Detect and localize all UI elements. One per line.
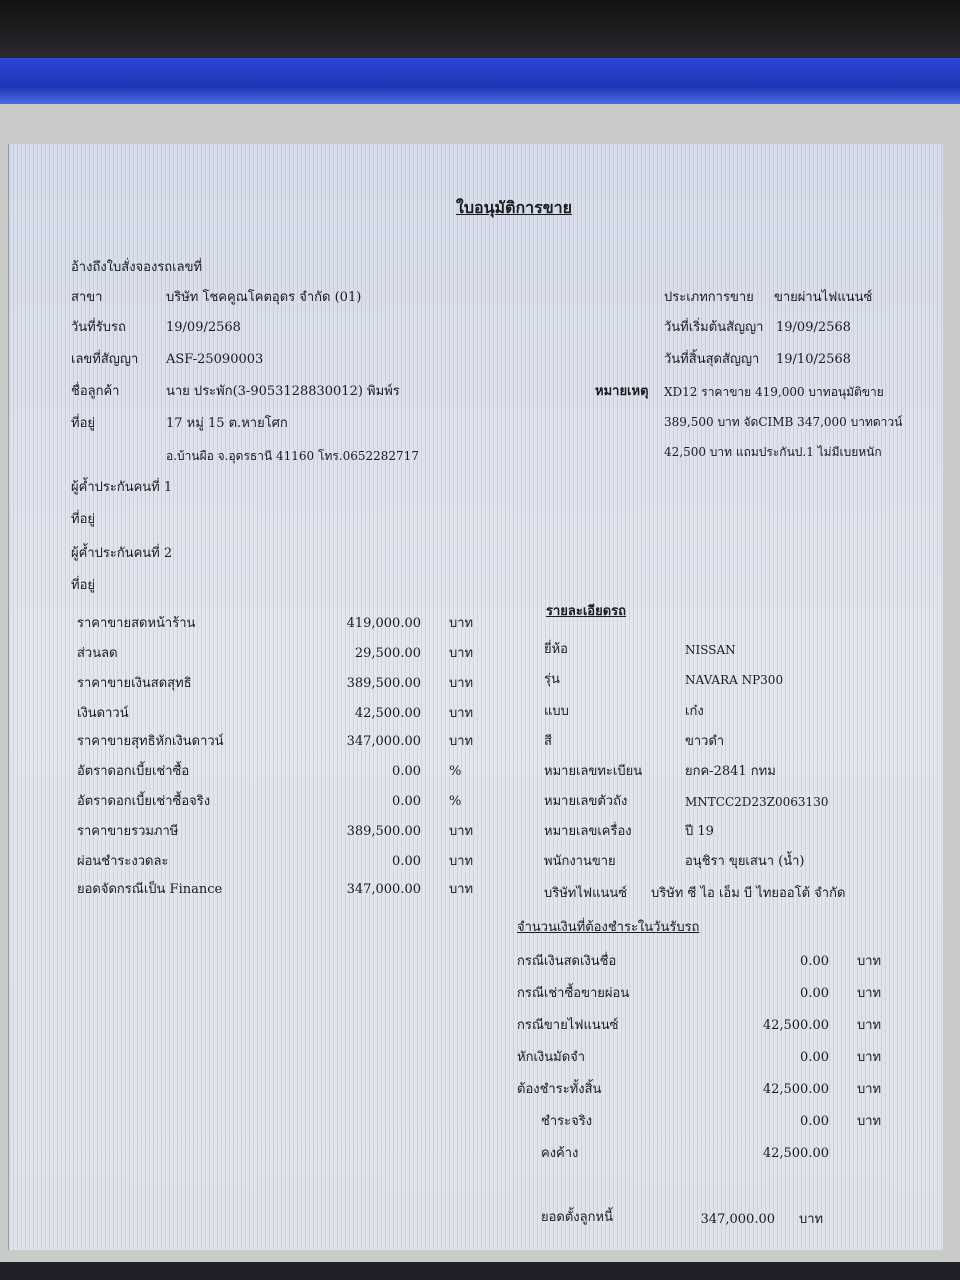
price-row-unit: บาท — [449, 676, 474, 691]
contract-no-label: เลขที่สัญญา — [71, 352, 139, 367]
price-row-label: ผ่อนชำระงวดละ — [77, 854, 169, 869]
price-row-unit: บาท — [449, 824, 474, 839]
payment-row-label: ชำระจริง — [541, 1114, 593, 1129]
payment-row-unit: บาท — [857, 1050, 882, 1065]
payment-row-unit: บาท — [857, 954, 882, 969]
price-row-unit: บาท — [449, 734, 474, 749]
customer-value: นาย ประพัก(3-9053128830012) พิมพ์ร — [166, 384, 400, 399]
vehicle-row-label: รุ่น — [544, 672, 560, 687]
contract-end-label: วันที่สิ้นสุดสัญญา — [664, 352, 760, 367]
price-row-label: เงินดาวน์ — [77, 706, 129, 721]
receive-date-value: 19/09/2568 — [166, 320, 241, 335]
document-title: ใบอนุมัติการขาย — [456, 198, 573, 217]
payment-row-value: 42,500.00 — [762, 1146, 829, 1161]
price-row-value: 419,000.00 — [346, 616, 421, 631]
contract-end-value: 19/10/2568 — [776, 352, 851, 367]
price-row-unit: % — [449, 794, 462, 809]
debtor-balance-value: 347,000.00 — [700, 1212, 775, 1227]
price-row-unit: บาท — [449, 616, 474, 631]
finance-company-value: บริษัท ซี ไอ เอ็ม บี ไทยออโต้ จำกัด — [651, 886, 846, 901]
vehicle-row-value: เก๋ง — [685, 704, 704, 719]
branch-value: บริษัท โชคคูณโคตอุดร จำกัด (01) — [166, 290, 362, 305]
vehicle-row-label: ยี่ห้อ — [544, 642, 568, 657]
sale-type-label: ประเภทการขาย — [664, 290, 754, 305]
guarantor1-label: ผู้ค้ำประกันคนที่ 1 — [71, 480, 173, 495]
payment-row-label: คงค้าง — [541, 1146, 579, 1161]
guarantor2-address-label: ที่อยู่ — [71, 578, 95, 593]
contract-start-label: วันที่เริ่มต้นสัญญา — [664, 320, 764, 335]
vehicle-row-label: แบบ — [544, 704, 569, 719]
price-row-value: 0.00 — [392, 764, 421, 779]
price-row-value: 389,500.00 — [346, 824, 421, 839]
payment-row-value: 0.00 — [800, 954, 829, 969]
price-row-label: ราคาขายสดหน้าร้าน — [77, 616, 196, 631]
price-row-label: ราคาขายเงินสดสุทธิ — [77, 676, 192, 691]
sale-type-value: ขายผ่านไฟแนนซ์ — [774, 290, 873, 305]
monitor-bezel — [0, 0, 960, 62]
price-row-unit: บาท — [449, 854, 474, 869]
payment-row-value: 0.00 — [800, 1050, 829, 1065]
price-row-unit: บาท — [449, 646, 474, 661]
guarantor1-address-label: ที่อยู่ — [71, 512, 95, 527]
vehicle-row-value: อนุชิรา ขุยเสนา (น้ำ) — [685, 854, 805, 869]
payment-row-label: กรณีขายไฟแนนซ์ — [517, 1018, 619, 1033]
vehicle-row-label: หมายเลขทะเบียน — [544, 764, 643, 779]
window-title-bar[interactable] — [0, 58, 960, 106]
payment-row-value: 42,500.00 — [762, 1018, 829, 1033]
address-label: ที่อยู่ — [71, 416, 95, 431]
vehicle-row-value: ยกค-2841 กทม — [685, 764, 776, 779]
customer-label: ชื่อลูกค้า — [71, 384, 120, 399]
payment-row-unit: บาท — [857, 1018, 882, 1033]
debtor-balance-label: ยอดตั้งลูกหนี้ — [541, 1210, 613, 1225]
price-row-value: 0.00 — [392, 854, 421, 869]
vehicle-row-label: หมายเลขตัวถัง — [544, 794, 628, 809]
document-page — [8, 144, 943, 1250]
vehicle-row-value: ปี 19 — [685, 824, 714, 839]
payment-row-value: 0.00 — [800, 1114, 829, 1129]
remark-line3: 42,500 บาท แถมประกันป.1 ไม่มีเบยหนัก — [664, 445, 882, 459]
price-row-unit: บาท — [449, 882, 474, 897]
price-row-value: 0.00 — [392, 794, 421, 809]
price-row-label: อัตราดอกเบี้ยเช่าซื้อจริง — [77, 794, 211, 809]
price-row-label: ราคาขายรวมภาษี — [77, 824, 179, 839]
payment-row-unit: บาท — [857, 986, 882, 1001]
payment-row-label: ต้องชำระทั้งสิ้น — [517, 1082, 602, 1097]
finance-company-label: บริษัทไฟแนนซ์ — [544, 886, 628, 901]
contract-no-value: ASF-25090003 — [166, 352, 264, 367]
vehicle-row-value: ขาวดำ — [685, 734, 725, 749]
payment-row-label: กรณีเงินสดเงินชื่อ — [517, 954, 617, 969]
remark-label: หมายเหตุ — [595, 384, 649, 399]
vehicle-section-title: รายละเอียดรถ — [546, 604, 627, 619]
remark-line1: XD12 ราคาขาย 419,000 บาทอนุมัติขาย — [664, 385, 884, 399]
price-row-value: 389,500.00 — [346, 676, 421, 691]
vehicle-row-label: สี — [544, 734, 552, 749]
payment-row-unit: บาท — [857, 1082, 882, 1097]
vehicle-row-value: NISSAN — [685, 643, 736, 657]
price-row-label: ยอดจัดกรณีเป็น Finance — [77, 882, 223, 897]
payment-row-value: 0.00 — [800, 986, 829, 1001]
vehicle-row-value: NAVARA NP300 — [685, 673, 784, 687]
price-row-value: 347,000.00 — [346, 882, 421, 897]
guarantor2-label: ผู้ค้ำประกันคนที่ 2 — [71, 546, 173, 561]
price-row-value: 29,500.00 — [354, 646, 421, 661]
payment-row-label: กรณีเช่าซื้อขายผ่อน — [517, 986, 630, 1001]
vehicle-row-label: หมายเลขเครื่อง — [544, 824, 632, 839]
remark-line2: 389,500 บาท จัดCIMB 347,000 บาทดาวน์ — [664, 415, 903, 429]
address-line2: อ.บ้านผือ จ.อุดรธานี 41160 โทร.0652282717 — [166, 449, 419, 463]
payment-row-value: 42,500.00 — [762, 1082, 829, 1097]
payment-section-title: จำนวนเงินที่ต้องชำระในวันรับรถ — [517, 920, 700, 935]
address-line1: 17 หมู่ 15 ต.หายโศก — [166, 416, 288, 431]
vehicle-row-label: พนักงานขาย — [544, 854, 616, 869]
payment-row-label: หักเงินมัดจำ — [517, 1050, 586, 1065]
price-row-value: 42,500.00 — [354, 706, 421, 721]
price-row-value: 347,000.00 — [346, 734, 421, 749]
price-row-label: อัตราดอกเบี้ยเช่าซื้อ — [77, 764, 190, 779]
price-row-unit: บาท — [449, 706, 474, 721]
taskbar-edge — [0, 1262, 960, 1280]
vehicle-row-value: MNTCC2D23Z0063130 — [685, 795, 829, 809]
price-row-unit: % — [449, 764, 462, 779]
receive-date-label: วันที่รับรถ — [71, 320, 126, 335]
branch-label: สาขา — [71, 290, 103, 305]
contract-start-value: 19/09/2568 — [776, 320, 851, 335]
booking-reference-label: อ้างถึงใบสั่งจองรถเลขที่ — [71, 260, 203, 275]
payment-row-unit: บาท — [857, 1114, 882, 1129]
price-row-label: ส่วนลด — [77, 646, 118, 661]
debtor-balance-unit: บาท — [799, 1212, 824, 1227]
price-row-label: ราคาขายสุทธิหักเงินดาวน์ — [77, 734, 224, 749]
